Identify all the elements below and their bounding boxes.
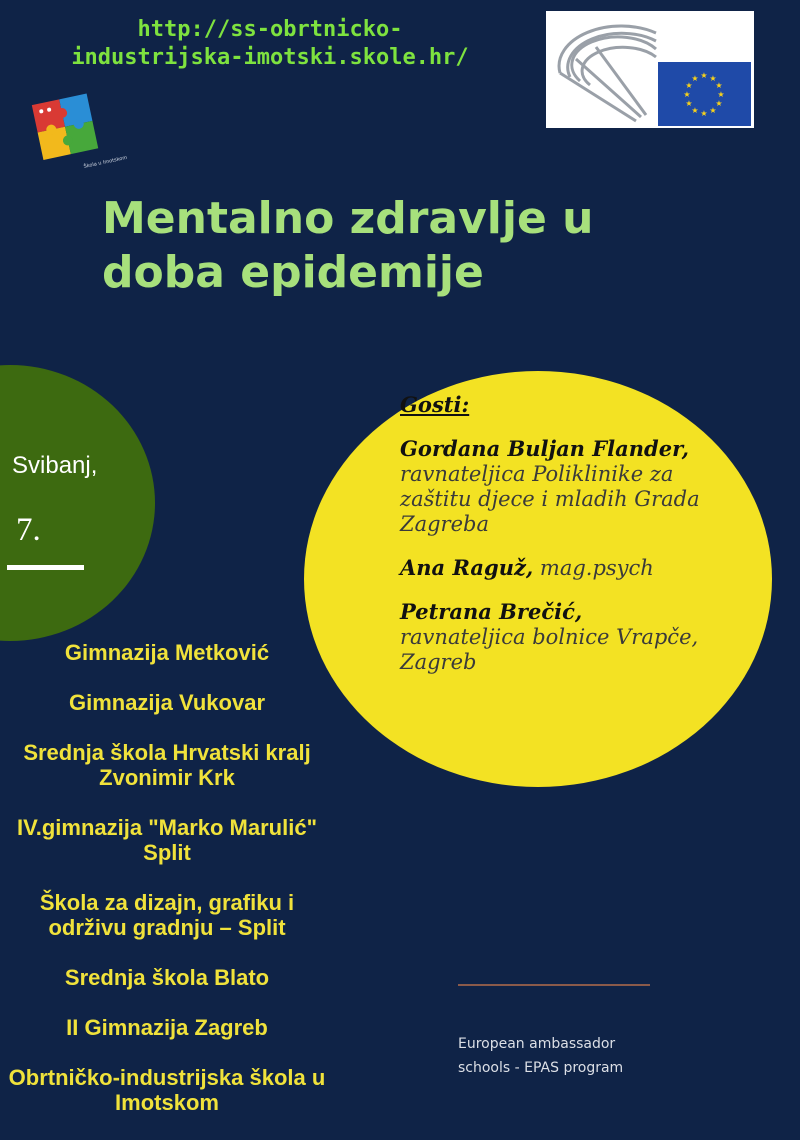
school-item: Škola za dizajn, grafiku i održivu gradnju – Split: [39, 890, 295, 940]
date-circle: [0, 365, 155, 641]
svg-text:★: ★: [717, 90, 725, 99]
svg-text:★: ★: [685, 81, 693, 90]
puzzle-logo-caption: Škola u Imotskom: [83, 154, 128, 170]
school-item: Srednja škola Hrvatski kralj Zvonimir Krk: [23, 740, 311, 790]
school-item: Obrtničko-industrijska škola u Imotskom: [8, 1065, 326, 1115]
guests-heading: Gosti:: [400, 392, 470, 417]
svg-text:★: ★: [700, 109, 708, 118]
program-footer: [458, 1032, 678, 1080]
school-item: Srednja škola Blato: [64, 965, 270, 990]
footer-line-2: schools - EPAS program: [458, 1060, 624, 1076]
school-item: Gimnazija Vukovar: [68, 690, 266, 715]
event-month: Svibanj,: [12, 452, 98, 479]
svg-text:★: ★: [685, 99, 693, 108]
guest-1-name: Gordana Buljan Flander,: [400, 436, 689, 461]
school-puzzle-logo: [24, 88, 128, 174]
guest-1-role: ravnateljica Poliklinike za zaštitu djece i mladih Grada Zagreba: [400, 462, 700, 536]
guest-3-name: Petrana Brečić,: [400, 599, 583, 624]
svg-text:★: ★: [683, 90, 691, 99]
svg-text:★: ★: [691, 74, 699, 83]
school-item: II Gimnazija Zagreb: [66, 1015, 268, 1040]
school-item: Gimnazija Metković: [64, 640, 270, 665]
svg-text:★: ★: [715, 99, 723, 108]
footer-line-1: European ambassador: [458, 1036, 616, 1052]
svg-text:★: ★: [715, 81, 723, 90]
guests-block: [400, 392, 710, 693]
event-day: 7.: [16, 512, 41, 548]
footer-divider: [458, 984, 650, 986]
school-website-url[interactable]: http://ss-obrtnicko-industrijska-imotski.skole.hr/: [71, 17, 469, 70]
svg-text:★: ★: [709, 74, 717, 83]
title-line-2: doba epidemije: [102, 247, 484, 298]
date-underline: [7, 565, 84, 570]
svg-text:★: ★: [700, 71, 708, 80]
svg-text:★: ★: [709, 106, 717, 115]
svg-text:★: ★: [691, 106, 699, 115]
title-line-1: Mentalno zdravlje u: [102, 193, 594, 244]
event-title: [102, 192, 722, 300]
guest-2-name: Ana Raguž,: [400, 555, 534, 580]
school-item: IV.gimnazija "Marko Marulić" Split: [16, 815, 318, 865]
schools-list: [8, 640, 326, 1140]
guest-3-role: ravnateljica bolnice Vrapče, Zagreb: [400, 625, 699, 674]
european-parliament-logo: [546, 11, 754, 128]
guest-2-role: mag.psych: [539, 556, 654, 580]
